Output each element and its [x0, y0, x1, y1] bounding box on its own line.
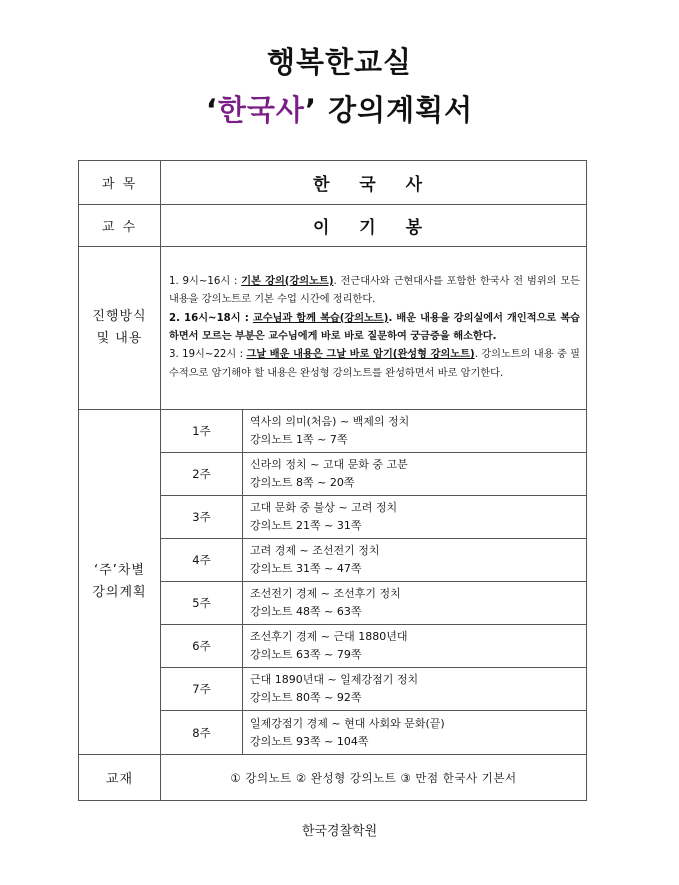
professor-label: 교 수 — [79, 205, 161, 247]
method-item-2: 2. 16시~18시 : 교수님과 함께 복습(강의노트). 배운 내용을 강의실에서 개인적으로 복습하면서 모르는 부분은 교수님에게 바로 바로 질문하여 궁금증을 해소한다. — [169, 312, 581, 342]
quote-close: ’ — [304, 93, 317, 127]
week-topic: 조선후기 경제 ~ 근대 1880년대 — [250, 630, 408, 643]
week-topic: 조선전기 경제 ~ 조선후기 정치 — [250, 587, 401, 600]
method-content — [161, 247, 587, 410]
method-item-1: 1. 9시~16시 : 기본 강의(강의노트). 전근대사와 근현대사를 포함한 한국사 전 범위의 모든 내용을 강의노트로 기본 수업 시간에 정리한다. — [169, 275, 581, 306]
method-item-2-emphasis: 교수님과 함께 복습(강의노트) — [252, 312, 389, 324]
subject-highlight: 한국사 — [217, 93, 305, 127]
lecture-plan-table — [78, 160, 587, 801]
week-topic: 근대 1890년대 ~ 일제강점기 정치 — [250, 673, 419, 686]
week-pages: 강의노트 93쪽 ~ 104쪽 — [250, 734, 369, 748]
week-pages: 강의노트 31쪽 ~ 47쪽 — [250, 562, 362, 575]
week-number: 3주 — [161, 496, 243, 539]
week-detail — [243, 496, 587, 539]
week-number: 5주 — [161, 582, 243, 625]
textbook-label: 교재 — [79, 755, 161, 801]
textbook-value: ① 강의노트 ② 완성형 강의노트 ③ 만점 한국사 기본서 — [161, 755, 587, 801]
week-pages: 강의노트 48쪽 ~ 63쪽 — [250, 605, 362, 618]
week-pages: 강의노트 21쪽 ~ 31쪽 — [250, 519, 362, 532]
weekly-plan-label: ‘주’차별 강의계획 — [79, 410, 161, 755]
quote-open: ‘ — [205, 93, 218, 127]
week-row — [79, 410, 587, 453]
week-pages: 강의노트 1쪽 ~ 7쪽 — [250, 433, 348, 446]
method-label: 진행방식 및 내용 — [79, 247, 161, 410]
week-detail — [243, 582, 587, 625]
document-subtitle — [0, 88, 679, 129]
week-number: 1주 — [161, 410, 243, 453]
week-detail — [243, 625, 587, 668]
subtitle-rest: 강의계획서 — [316, 93, 474, 127]
document-title: 행복한교실 — [266, 45, 413, 79]
course-row — [79, 161, 587, 205]
week-topic: 고려 경제 ~ 조선전기 정치 — [250, 544, 380, 557]
method-item-3: 3. 19시~22시 : 그날 배운 내용은 그날 바로 암기(완성형 강의노트). 강의노트의 내용 중 필수적으로 암기해야 할 내용은 완성형 강의노트를 완성하면서 바로 암기한다. — [169, 349, 581, 379]
week-detail — [243, 453, 587, 496]
week-detail — [243, 668, 587, 711]
method-item-3-emphasis: 그날 배운 내용은 그날 바로 암기(완성형 강의노트) — [246, 349, 475, 361]
course-value: 한 국 사 — [161, 161, 587, 205]
week-number: 7주 — [161, 668, 243, 711]
professor-row — [79, 205, 587, 247]
method-row — [79, 247, 587, 410]
week-number: 2주 — [161, 453, 243, 496]
week-number: 4주 — [161, 539, 243, 582]
week-pages: 강의노트 8쪽 ~ 20쪽 — [250, 476, 355, 489]
academy-name: 한국경찰학원 — [301, 824, 378, 839]
week-number: 8주 — [161, 711, 243, 755]
week-topic: 고대 문화 중 불상 ~ 고려 정치 — [250, 501, 398, 514]
week-topic: 역사의 의미(처음) ~ 백제의 정치 — [250, 415, 410, 428]
week-detail — [243, 711, 587, 755]
week-detail — [243, 410, 587, 453]
textbook-row — [79, 755, 587, 801]
week-pages: 강의노트 63쪽 ~ 79쪽 — [250, 648, 362, 661]
week-number: 6주 — [161, 625, 243, 668]
week-topic: 일제강점기 경제 ~ 현대 사회와 문화(끝) — [250, 716, 445, 730]
professor-value: 이 기 봉 — [161, 205, 587, 247]
week-pages: 강의노트 80쪽 ~ 92쪽 — [250, 691, 362, 704]
method-item-1-emphasis: 기본 강의(강의노트) — [241, 275, 334, 287]
week-topic: 신라의 정치 ~ 고대 문화 중 고분 — [250, 458, 408, 471]
week-detail — [243, 539, 587, 582]
course-label: 과 목 — [79, 161, 161, 205]
